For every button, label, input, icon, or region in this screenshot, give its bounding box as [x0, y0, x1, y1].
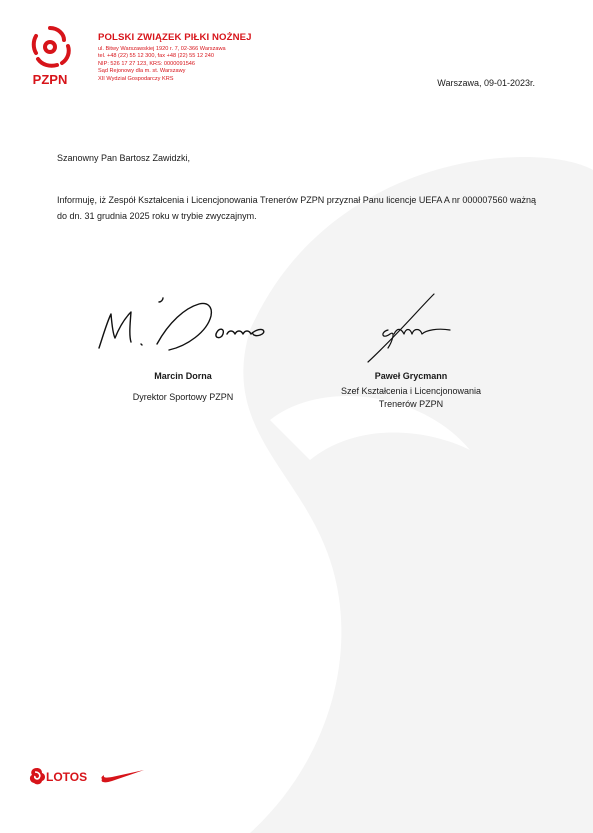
org-header: [98, 32, 298, 83]
logo-text: PZPN: [32, 72, 68, 87]
lotos-logo-icon: [28, 766, 92, 786]
signatory-title-line: Szef Kształcenia i Licencjonowania: [340, 386, 482, 396]
court-line: Sąd Rejonowy dla m. st. Warszawy: [98, 68, 186, 75]
sponsor-lotos-name: LOTOS: [46, 770, 88, 784]
tax-id-line: NIP: 526 17 27 123, KRS: 0000091546: [98, 60, 196, 67]
address-line: ul. Bitwy Warszawskiej 1920 r. 7, 02-366 Warszawa: [98, 46, 226, 52]
pzpn-eagle-logo-icon: [24, 22, 76, 90]
org-name: POLSKI ZWIĄZEK PIŁKI NOŻNEJ: [98, 32, 252, 43]
pzpn-logo: [24, 22, 76, 90]
letter-body: Informuję, iż Zespół Kształcenia i Licencjonowania Trenerów PZPN przyznał Panu licencje UEFA A nr 000007560 ważną do dn. 31 grudnia 2025 roku w trybie zwyczajnym.: [57, 195, 536, 221]
letter-date: Warszawa, 09-01-2023r.: [437, 78, 535, 88]
nike-swoosh-icon: [100, 766, 146, 784]
signatory-title-line: Trenerów PZPN: [378, 399, 444, 409]
signature-marcin-dorna: [95, 292, 275, 358]
signatory-title: Dyrektor Sportowy PZPN: [132, 392, 234, 402]
signature-pawel-grycmann: [358, 290, 468, 364]
phone-line: tel. +48 (22) 55 12 300, fax +48 (22) 55 12 240: [98, 53, 214, 60]
court-division-line: XII Wydział Gospodarczy KRS: [98, 75, 174, 82]
signatory-name: Paweł Grycmann: [374, 371, 448, 381]
signatory-name: Marcin Dorna: [154, 371, 212, 381]
salutation: Szanowny Pan Bartosz Zawidzki,: [57, 153, 191, 163]
signatory-title: [316, 385, 506, 411]
